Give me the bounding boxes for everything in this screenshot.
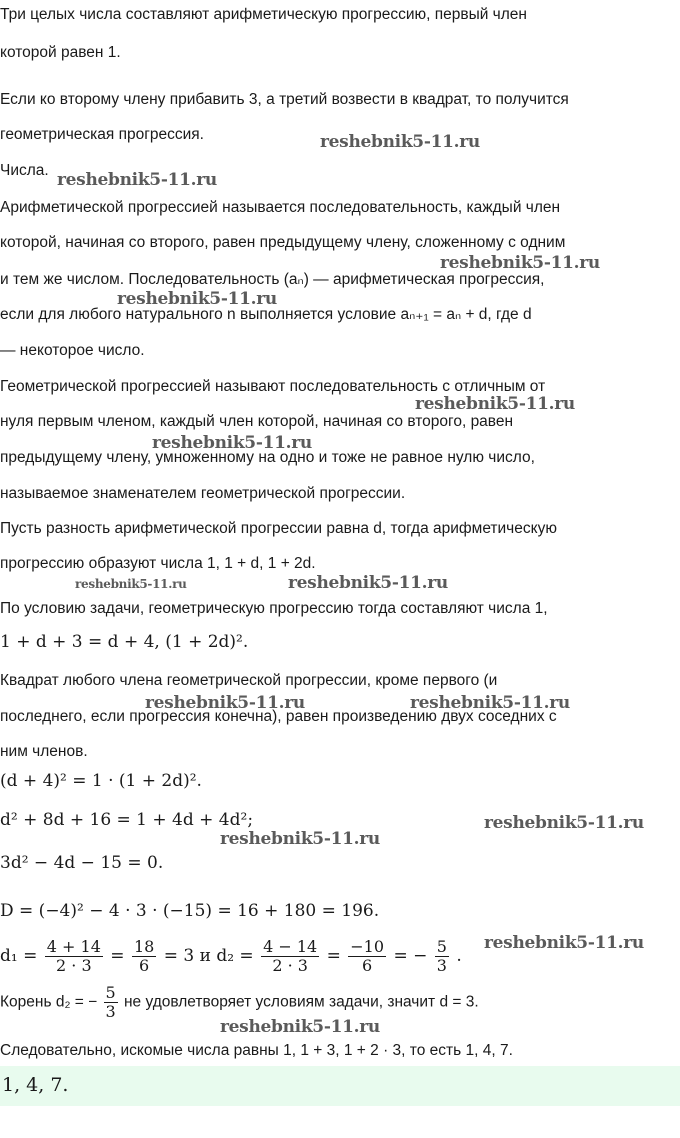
numerator: 5 <box>105 983 116 1002</box>
denominator: 3 <box>105 1002 116 1021</box>
text-line: Следовательно, искомые числа равны 1, 1 + 3, 1 + 2 · 3, то есть 1, 4, 7. <box>0 1042 513 1059</box>
watermark: reshebnik5-11.ru <box>484 933 644 953</box>
eq-part: = 3 и d₂ = <box>163 946 254 966</box>
text-line: Числа. <box>0 162 49 179</box>
text-line: нуля первым членом, каждый член которой, начиная со второго, равен <box>0 413 514 430</box>
text-line: Пусть разность арифметической прогрессии равна d, тогда арифметическую <box>0 520 557 537</box>
watermark: reshebnik5-11.ru <box>410 693 570 713</box>
text-line: называемое знаменателем геометрической прогрессии. <box>0 485 406 502</box>
watermark: reshebnik5-11.ru <box>320 132 480 152</box>
watermark: reshebnik5-11.ru <box>415 394 575 414</box>
text-line: Геометрической прогрессией называют последовательность с отличным от <box>0 378 546 395</box>
watermark: reshebnik5-11.ru <box>57 170 217 190</box>
text-line: если для любого натурального n выполняется условие aₙ₊₁ = aₙ + d, где d <box>0 306 532 323</box>
denominator: 2 · 3 <box>272 956 308 975</box>
eq-part: d₁ = <box>0 946 38 966</box>
watermark: reshebnik5-11.ru <box>117 289 277 309</box>
text-line: Арифметической прогрессией называется последовательность, каждый член <box>0 199 561 216</box>
equation: (d + 4)² = 1 · (1 + 2d)². <box>0 771 202 791</box>
text-line: — некоторое число. <box>0 342 145 359</box>
text-line: ним членов. <box>0 743 88 760</box>
eq-part: = <box>326 946 341 966</box>
denominator: 6 <box>362 956 373 975</box>
fraction <box>348 938 386 975</box>
numerator: 4 − 14 <box>263 937 318 956</box>
watermark: reshebnik5-11.ru <box>145 693 305 713</box>
text-part: не удовлетворяет условиям задачи, значит d = 3. <box>124 993 479 1011</box>
numerator: 5 <box>436 937 447 956</box>
text-line: Квадрат любого члена геометрической прогрессии, кроме первого (и <box>0 672 498 689</box>
equation: d² + 8d + 16 = 1 + 4d + 4d²; <box>0 810 254 830</box>
eq-part: = − <box>393 946 428 966</box>
fraction <box>261 938 319 975</box>
fraction <box>104 984 118 1021</box>
eq-part: = <box>110 946 125 966</box>
fraction <box>435 938 449 975</box>
text-line: последнего, если прогрессия конечна), равен произведению двух соседних с <box>0 708 557 725</box>
watermark: reshebnik5-11.ru <box>220 1017 380 1037</box>
denominator: 2 · 3 <box>56 956 92 975</box>
watermark: reshebnik5-11.ru <box>75 577 187 591</box>
watermark: reshebnik5-11.ru <box>220 829 380 849</box>
text-part: Корень d₂ = − <box>0 993 98 1011</box>
equation: D = (−4)² − 4 · 3 · (−15) = 16 + 180 = 196. <box>0 901 380 921</box>
watermark: reshebnik5-11.ru <box>440 253 600 273</box>
text-line: предыдущему члену, умноженному на одно и тоже не равное нулю число, <box>0 449 535 466</box>
eq-part: . <box>456 946 462 966</box>
denominator: 6 <box>139 956 150 975</box>
text-line: По условию задачи, геометрическую прогрессию тогда составляют числа 1, <box>0 600 548 617</box>
answer-box <box>0 1066 680 1106</box>
text-line: и тем же числом. Последовательность (aₙ) — арифметическая прогрессия, <box>0 271 545 288</box>
fraction <box>132 938 156 975</box>
text-line: которой, начиная со второго, равен предыдущему члену, сложенному с одним <box>0 234 566 251</box>
watermark: reshebnik5-11.ru <box>288 573 448 593</box>
numerator: 4 + 14 <box>46 937 101 956</box>
denominator: 3 <box>436 956 447 975</box>
equation: 3d² − 4d − 15 = 0. <box>0 853 164 873</box>
answer-text: 1, 4, 7. <box>2 1074 69 1096</box>
math-line: 1 + d + 3 = d + 4, (1 + 2d)². <box>0 632 249 652</box>
numerator: 18 <box>133 937 155 956</box>
watermark: reshebnik5-11.ru <box>152 433 312 453</box>
root-conclusion <box>0 984 676 1021</box>
text-line: которой равен 1. <box>0 44 121 61</box>
watermark: reshebnik5-11.ru <box>484 813 644 833</box>
text-line: Три целых числа составляют арифметическую прогрессию, первый член <box>0 6 527 23</box>
fraction <box>45 938 103 975</box>
text-line: Если ко второму члену прибавить 3, а третий возвести в квадрат, то получится <box>0 91 569 108</box>
numerator: −10 <box>350 937 385 956</box>
text-line: геометрическая прогрессия. <box>0 126 204 143</box>
text-line: прогрессию образуют числа 1, 1 + d, 1 + 2d. <box>0 555 316 572</box>
